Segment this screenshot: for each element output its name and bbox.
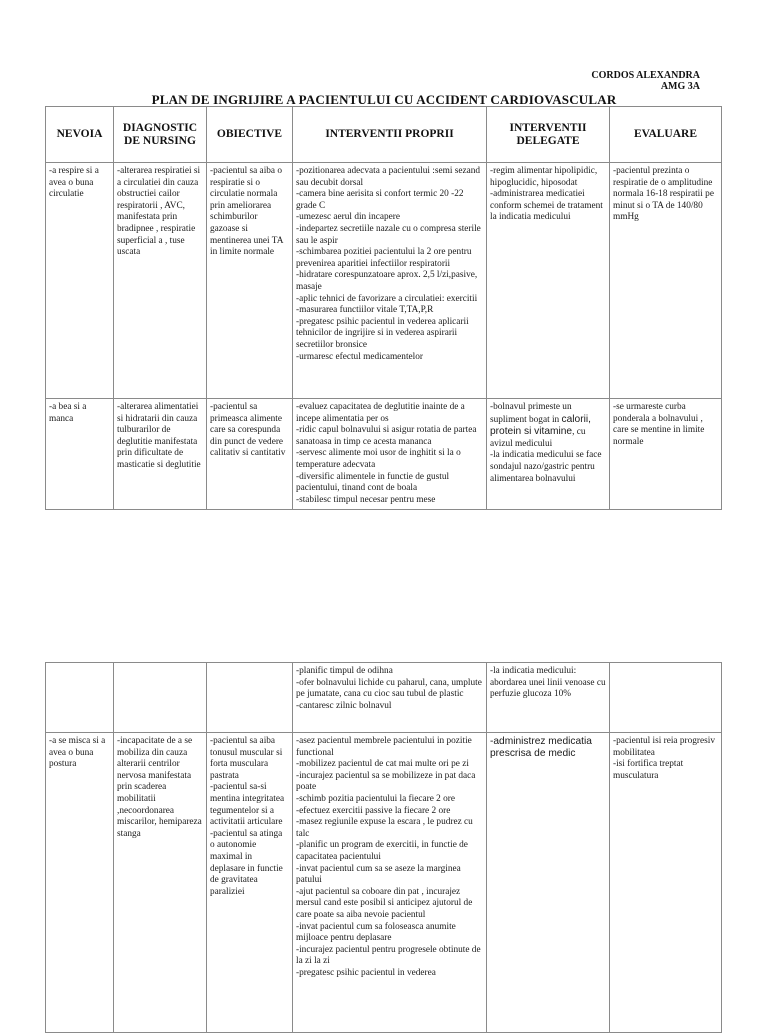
list-item: -umezesc aerul din incapere — [296, 212, 401, 223]
table-row — [46, 733, 722, 1033]
list-item: -schimbarea pozitiei pacientului la 2 ore pentru prevenirea aparitiei infectiilor respiratorii — [296, 247, 472, 269]
cell-diagnostic: -incapacitate de a se mobiliza din cauza alterarii centrilor nervosa manifestata prin scaderea mobilitatii ,necoordonarea miscarilor, hemipareza stanga — [114, 733, 207, 1033]
header-interventii-delegate: INTERVENTII DELEGATE — [487, 107, 610, 163]
author-block — [591, 70, 700, 92]
cell-interventii-delegate — [487, 163, 610, 399]
cell-obiective: -pacientul sa primeasca alimente care sa corespunda din punct de vedere calitativ si cantitativ — [207, 399, 293, 510]
list-item: -masurarea functiilor vitale T,TA,P,R — [296, 305, 434, 316]
cell-obiective: -pacientul sa aiba o respiratie si o circulatie normala prin ameliorarea schimburilor gazoase si mentinerea unei TA in limite normale — [207, 163, 293, 399]
list-item: -camera bine aerisita si confort termic 20 -22 grade C — [296, 189, 464, 211]
care-plan-table-continued — [45, 662, 722, 1033]
cell-interventii-delegate: -la indicatia medicului: abordarea unei linii venoase cu perfuzie glucoza 10% — [487, 663, 610, 733]
list-item: -incurajez pacientul sa se mobilizeze in pat daca poate — [296, 770, 476, 793]
cell-diagnostic — [114, 663, 207, 733]
cell-evaluare: -pacientul prezinta o respiratie de o amplitudine normala 16-18 respiratii pe minut si o TA de 140/80 mmHg — [610, 163, 722, 399]
header-diagnostic: DIAGNOSTIC DE NURSING — [114, 107, 207, 163]
delegate-text-b: calorii, protein si vitamine — [490, 413, 591, 438]
cell-interventii-delegate: -administrez medicatia prescrisa de medic — [487, 733, 610, 1033]
cell-interventii-delegate — [487, 399, 610, 510]
list-item: -ajut pacientul sa coboare din pat , incurajez mersul cand este posibil si anticipez ajutorul de care poate sa aiba nevoie pacientul — [296, 886, 473, 920]
list-item: -diversific alimentele in functie de gustul pacientului, tinand cont de boala — [296, 471, 450, 494]
header-nevoia: NEVOIA — [46, 107, 114, 163]
list-item: -invat pacientul cum sa se aseze la marginea patului — [296, 863, 461, 886]
list-item: -evaluez capacitatea de deglutitie inainte de a incepe alimentatia per os — [296, 402, 465, 424]
list-item: -aplic tehnici de favorizare a circulatiei: exercitii — [296, 293, 478, 304]
delegate-text-c: , cu avizul medicului — [490, 427, 586, 449]
header-obiective: OBIECTIVE — [207, 107, 293, 163]
list-item: -cantaresc zilnic bolnavul — [296, 700, 392, 711]
list-item: -pozitionarea adecvata a pacientului :semi sezand sau decubit dorsal — [296, 166, 481, 188]
list-item: -mobilizez pacientul de cat mai multe ori pe zi — [296, 759, 469, 770]
cell-interventii-proprii — [293, 663, 487, 733]
list-item: -planific un program de exercitii, in functie de capacitatea pacientului — [296, 840, 468, 862]
table-row — [46, 163, 722, 399]
list-item: -hidratare corespunzatoare aprox. 2,5 l/zi,pasive, masaje — [296, 270, 478, 292]
cell-evaluare — [610, 663, 722, 733]
table-header-row — [46, 107, 722, 163]
cell-interventii-proprii — [293, 399, 487, 510]
cell-nevoia: -a se misca si a avea o buna postura — [46, 733, 114, 1033]
cell-nevoia — [46, 663, 114, 733]
list-item: -incurajez pacientul pentru progresele obtinute de la zi la zi — [296, 944, 481, 967]
cell-interventii-proprii — [293, 733, 487, 1033]
author-name: CORDOS ALEXANDRA — [591, 70, 700, 81]
list-item: -servesc alimente moi usor de inghitit si la o temperature adecvata — [296, 448, 461, 470]
list-item: -planific timpul de odihna — [296, 666, 393, 676]
cell-nevoia: -a respire si a avea o buna circulatie — [46, 163, 114, 399]
list-item: -indepartez secretiile nazale cu o compresa sterile sau le aspir — [296, 223, 481, 246]
cell-evaluare — [610, 733, 722, 1033]
delegate-text-d: -la indicatia medicului se face sondajul nazo/gastric pentru alimentarea bolnavului — [490, 450, 602, 484]
list-item: -masez regiunile expuse la escara , le pudrez cu talc — [296, 817, 473, 839]
cell-obiective — [207, 733, 293, 1033]
care-plan-table — [45, 106, 722, 510]
list-item: -administrarea medicatiei conform schemei de tratament la indicatia medicului — [490, 189, 603, 223]
list-item: -pregatesc psihic pacientul in vederea aplicarii tehnicilor de ingrijire si in vederea aspirarii secretiilor bronsice — [296, 316, 469, 350]
header-evaluare: EVALUARE — [610, 107, 722, 163]
list-item: -pacientul sa aiba tonusul muscular si forta musculara pastrata — [210, 736, 283, 781]
author-class: AMG 3A — [660, 81, 700, 92]
list-item: -ridic capul bolnavului si asigur rotatia de partea sanatoasa in timp ce acesta mananca — [296, 425, 477, 447]
list-item: -stabilesc timpul necesar pentru mese — [296, 494, 436, 505]
cell-diagnostic: -alterarea alimentatiei si hidratarii din cauza tulburarilor de deglutitie manifestata prin dificultate de masticatie si deglutitie — [114, 399, 207, 510]
list-item: -regim alimentar hipolipidic, hipoglucidic, hiposodat — [490, 166, 598, 188]
header-interventii-proprii: INTERVENTII PROPRII — [293, 107, 487, 163]
list-item: -invat pacientul cum sa foloseasca anumite mijloace pentru deplasare — [296, 921, 456, 944]
delegate-text-a: -bolnavul primeste un supliment bogat in — [490, 402, 572, 425]
list-item: -pacientul isi reia progresiv mobilitatea — [613, 736, 715, 758]
table-row — [46, 399, 722, 510]
page-title: PLAN DE INGRIJIRE A PACIENTULUI CU ACCIDENT CARDIOVASCULAR — [151, 92, 617, 107]
list-item: -pregatesc psihic pacientul in vederea — [296, 967, 436, 978]
list-item: -efectuez exercitii passive la fiecare 2 ore — [296, 805, 451, 816]
list-item: -isi fortifica treptat musculatura — [613, 759, 684, 781]
list-item: -asez pacientul membrele pacientului in pozitie functional — [296, 736, 472, 758]
cell-interventii-proprii — [293, 163, 487, 399]
list-item: -pacientul sa atinga o autonomie maximal in deplasare in functie de gravitatea paraliziei — [210, 828, 283, 897]
list-item: -pacientul sa-si mentina integritatea tegumentelor si a activitatii articulare — [210, 782, 285, 828]
cell-nevoia: -a bea si a manca — [46, 399, 114, 510]
cell-evaluare: -se urmareste curba ponderala a bolnavului , care se mentine in limite normale — [610, 399, 722, 510]
list-item: -urmaresc efectul medicamentelor — [296, 351, 423, 362]
cell-obiective — [207, 663, 293, 733]
cell-diagnostic: -alterarea respiratiei si a circulatiei din cauza obstructiei cailor respiratorii , AVC, manifestata prin bradipnee , respiratie superficial a , tuse uscata — [114, 163, 207, 399]
list-item: -ofer bolnavului lichide cu paharul, cana, umplute pe jumatate, cana cu cioc sau tubul de plastic — [296, 677, 482, 700]
table-row — [46, 663, 722, 733]
list-item: -schimb pozitia pacientului la fiecare 2 ore — [296, 793, 456, 804]
